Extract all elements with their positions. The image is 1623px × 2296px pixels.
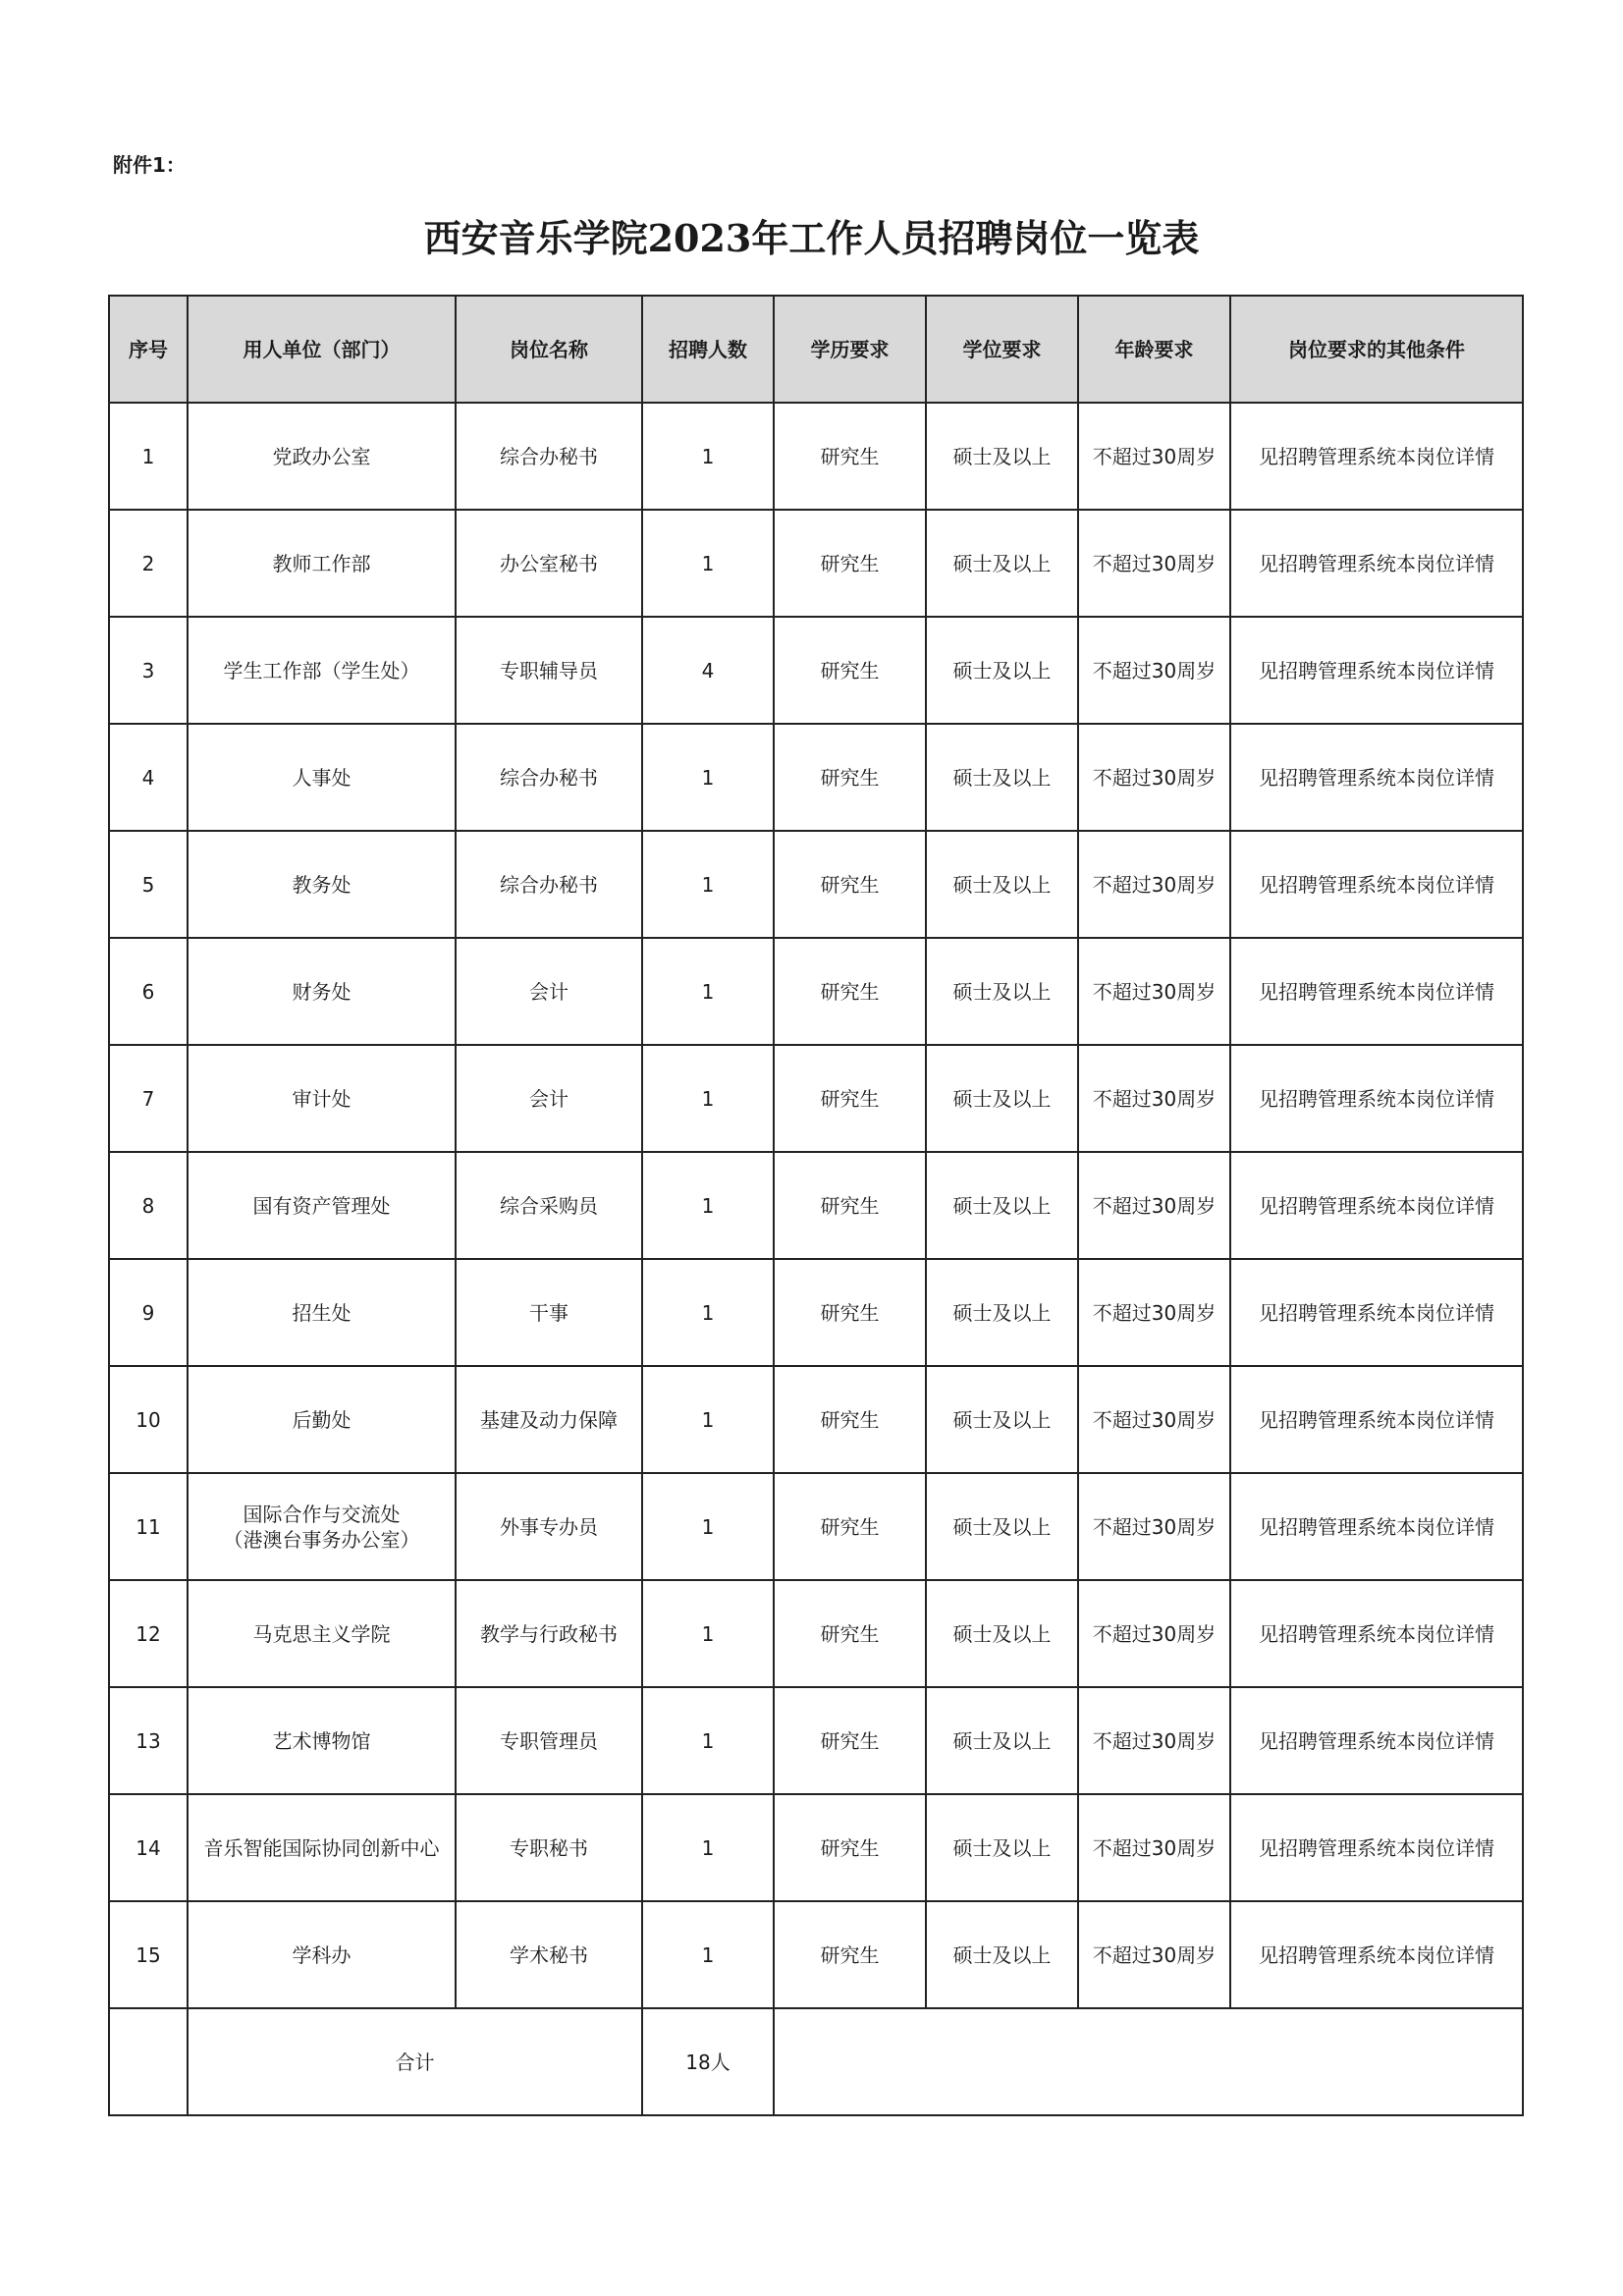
cell-dept: 党政办公室 <box>188 403 456 510</box>
page-title: 西安音乐学院2023年工作人员招聘岗位一览表 <box>423 216 1200 260</box>
cell-count: 1 <box>642 1473 774 1580</box>
cell-post: 综合办秘书 <box>456 724 642 831</box>
cell-no: 14 <box>109 1794 188 1901</box>
cell-education: 研究生 <box>774 938 926 1045</box>
header-dept: 用人单位（部门） <box>188 296 456 403</box>
cell-other: 见招聘管理系统本岗位详情 <box>1230 1152 1523 1259</box>
cell-degree: 硕士及以上 <box>926 1045 1078 1152</box>
cell-age: 不超过30周岁 <box>1078 831 1230 938</box>
cell-education: 研究生 <box>774 617 926 724</box>
cell-dept: 人事处 <box>188 724 456 831</box>
cell-degree: 硕士及以上 <box>926 724 1078 831</box>
cell-age: 不超过30周岁 <box>1078 1045 1230 1152</box>
header-education: 学历要求 <box>774 296 926 403</box>
cell-count: 1 <box>642 1259 774 1366</box>
cell-count: 1 <box>642 831 774 938</box>
cell-count: 1 <box>642 938 774 1045</box>
header-degree: 学位要求 <box>926 296 1078 403</box>
cell-degree: 硕士及以上 <box>926 938 1078 1045</box>
cell-post: 外事专办员 <box>456 1473 642 1580</box>
table-row <box>109 403 1523 510</box>
cell-degree: 硕士及以上 <box>926 1473 1078 1580</box>
cell-education: 研究生 <box>774 1473 926 1580</box>
cell-degree: 硕士及以上 <box>926 403 1078 510</box>
cell-post: 会计 <box>456 938 642 1045</box>
cell-age: 不超过30周岁 <box>1078 1366 1230 1473</box>
cell-post: 综合采购员 <box>456 1152 642 1259</box>
cell-no: 15 <box>109 1901 188 2008</box>
cell-count: 1 <box>642 403 774 510</box>
cell-post: 教学与行政秘书 <box>456 1580 642 1687</box>
cell-no: 1 <box>109 403 188 510</box>
cell-other: 见招聘管理系统本岗位详情 <box>1230 403 1523 510</box>
header-other: 岗位要求的其他条件 <box>1230 296 1523 403</box>
cell-no: 2 <box>109 510 188 617</box>
table-row <box>109 510 1523 617</box>
cell-dept: 财务处 <box>188 938 456 1045</box>
table-row <box>109 617 1523 724</box>
total-no-cell <box>109 2008 188 2115</box>
table-row <box>109 938 1523 1045</box>
cell-no: 10 <box>109 1366 188 1473</box>
header-count: 招聘人数 <box>642 296 774 403</box>
table-row <box>109 724 1523 831</box>
cell-dept: 学生工作部（学生处） <box>188 617 456 724</box>
cell-other: 见招聘管理系统本岗位详情 <box>1230 617 1523 724</box>
cell-no: 5 <box>109 831 188 938</box>
cell-no: 6 <box>109 938 188 1045</box>
cell-dept: 招生处 <box>188 1259 456 1366</box>
cell-count: 1 <box>642 724 774 831</box>
total-empty-cell <box>774 2008 1523 2115</box>
header-age: 年龄要求 <box>1078 296 1230 403</box>
total-row <box>109 2008 1523 2115</box>
cell-other: 见招聘管理系统本岗位详情 <box>1230 1473 1523 1580</box>
cell-dept: 后勤处 <box>188 1366 456 1473</box>
cell-count: 4 <box>642 617 774 724</box>
cell-count: 1 <box>642 1152 774 1259</box>
cell-age: 不超过30周岁 <box>1078 510 1230 617</box>
cell-other: 见招聘管理系统本岗位详情 <box>1230 1901 1523 2008</box>
cell-count: 1 <box>642 1366 774 1473</box>
cell-other: 见招聘管理系统本岗位详情 <box>1230 1366 1523 1473</box>
cell-other: 见招聘管理系统本岗位详情 <box>1230 938 1523 1045</box>
cell-no: 8 <box>109 1152 188 1259</box>
cell-education: 研究生 <box>774 1901 926 2008</box>
cell-no: 3 <box>109 617 188 724</box>
cell-count: 1 <box>642 1687 774 1794</box>
cell-no: 12 <box>109 1580 188 1687</box>
cell-count: 1 <box>642 1901 774 2008</box>
cell-age: 不超过30周岁 <box>1078 617 1230 724</box>
header-post: 岗位名称 <box>456 296 642 403</box>
cell-degree: 硕士及以上 <box>926 1259 1078 1366</box>
cell-degree: 硕士及以上 <box>926 831 1078 938</box>
cell-education: 研究生 <box>774 1580 926 1687</box>
cell-degree: 硕士及以上 <box>926 1152 1078 1259</box>
table-row <box>109 1259 1523 1366</box>
attachment-label: 附件1： <box>113 153 186 177</box>
cell-education: 研究生 <box>774 1259 926 1366</box>
cell-education: 研究生 <box>774 1152 926 1259</box>
cell-age: 不超过30周岁 <box>1078 724 1230 831</box>
header-no: 序号 <box>109 296 188 403</box>
cell-degree: 硕士及以上 <box>926 1687 1078 1794</box>
cell-post: 专职管理员 <box>456 1687 642 1794</box>
cell-age: 不超过30周岁 <box>1078 1259 1230 1366</box>
cell-education: 研究生 <box>774 403 926 510</box>
cell-no: 13 <box>109 1687 188 1794</box>
cell-age: 不超过30周岁 <box>1078 1473 1230 1580</box>
cell-dept: 马克思主义学院 <box>188 1580 456 1687</box>
cell-degree: 硕士及以上 <box>926 1580 1078 1687</box>
cell-age: 不超过30周岁 <box>1078 1687 1230 1794</box>
cell-other: 见招聘管理系统本岗位详情 <box>1230 724 1523 831</box>
cell-dept: 艺术博物馆 <box>188 1687 456 1794</box>
table-header-row <box>109 296 1523 403</box>
cell-dept: 学科办 <box>188 1901 456 2008</box>
cell-post: 学术秘书 <box>456 1901 642 2008</box>
table-row <box>109 1366 1523 1473</box>
cell-other: 见招聘管理系统本岗位详情 <box>1230 510 1523 617</box>
cell-other: 见招聘管理系统本岗位详情 <box>1230 1580 1523 1687</box>
cell-dept: 教师工作部 <box>188 510 456 617</box>
cell-dept: 国际合作与交流处 （港澳台事务办公室） <box>188 1473 456 1580</box>
cell-other: 见招聘管理系统本岗位详情 <box>1230 831 1523 938</box>
table-row <box>109 1473 1523 1580</box>
cell-age: 不超过30周岁 <box>1078 403 1230 510</box>
cell-no: 9 <box>109 1259 188 1366</box>
cell-education: 研究生 <box>774 1687 926 1794</box>
cell-age: 不超过30周岁 <box>1078 1794 1230 1901</box>
cell-education: 研究生 <box>774 724 926 831</box>
cell-post: 干事 <box>456 1259 642 1366</box>
cell-no: 11 <box>109 1473 188 1580</box>
cell-degree: 硕士及以上 <box>926 1794 1078 1901</box>
cell-post: 会计 <box>456 1045 642 1152</box>
cell-education: 研究生 <box>774 510 926 617</box>
cell-other: 见招聘管理系统本岗位详情 <box>1230 1794 1523 1901</box>
cell-education: 研究生 <box>774 831 926 938</box>
cell-other: 见招聘管理系统本岗位详情 <box>1230 1259 1523 1366</box>
cell-dept: 审计处 <box>188 1045 456 1152</box>
cell-count: 1 <box>642 510 774 617</box>
cell-post: 综合办秘书 <box>456 831 642 938</box>
cell-no: 7 <box>109 1045 188 1152</box>
cell-education: 研究生 <box>774 1366 926 1473</box>
cell-count: 1 <box>642 1794 774 1901</box>
cell-degree: 硕士及以上 <box>926 510 1078 617</box>
cell-age: 不超过30周岁 <box>1078 1152 1230 1259</box>
cell-education: 研究生 <box>774 1045 926 1152</box>
cell-post: 办公室秘书 <box>456 510 642 617</box>
cell-other: 见招聘管理系统本岗位详情 <box>1230 1687 1523 1794</box>
cell-post: 专职秘书 <box>456 1794 642 1901</box>
cell-post: 基建及动力保障 <box>456 1366 642 1473</box>
total-label: 合计 <box>188 2008 642 2115</box>
cell-dept: 音乐智能国际协同创新中心 <box>188 1794 456 1901</box>
cell-age: 不超过30周岁 <box>1078 1580 1230 1687</box>
table-row <box>109 1045 1523 1152</box>
cell-post: 专职辅导员 <box>456 617 642 724</box>
cell-post: 综合办秘书 <box>456 403 642 510</box>
table-row <box>109 1901 1523 2008</box>
total-count: 18人 <box>642 2008 774 2115</box>
cell-no: 4 <box>109 724 188 831</box>
table-row <box>109 1687 1523 1794</box>
cell-degree: 硕士及以上 <box>926 617 1078 724</box>
table-row <box>109 1794 1523 1901</box>
cell-education: 研究生 <box>774 1794 926 1901</box>
table-row <box>109 1152 1523 1259</box>
cell-dept: 国有资产管理处 <box>188 1152 456 1259</box>
cell-age: 不超过30周岁 <box>1078 1901 1230 2008</box>
cell-count: 1 <box>642 1045 774 1152</box>
cell-dept: 教务处 <box>188 831 456 938</box>
table-row <box>109 831 1523 938</box>
cell-degree: 硕士及以上 <box>926 1366 1078 1473</box>
cell-other: 见招聘管理系统本岗位详情 <box>1230 1045 1523 1152</box>
cell-age: 不超过30周岁 <box>1078 938 1230 1045</box>
cell-count: 1 <box>642 1580 774 1687</box>
recruitment-table <box>108 295 1524 2116</box>
cell-degree: 硕士及以上 <box>926 1901 1078 2008</box>
table-row <box>109 1580 1523 1687</box>
